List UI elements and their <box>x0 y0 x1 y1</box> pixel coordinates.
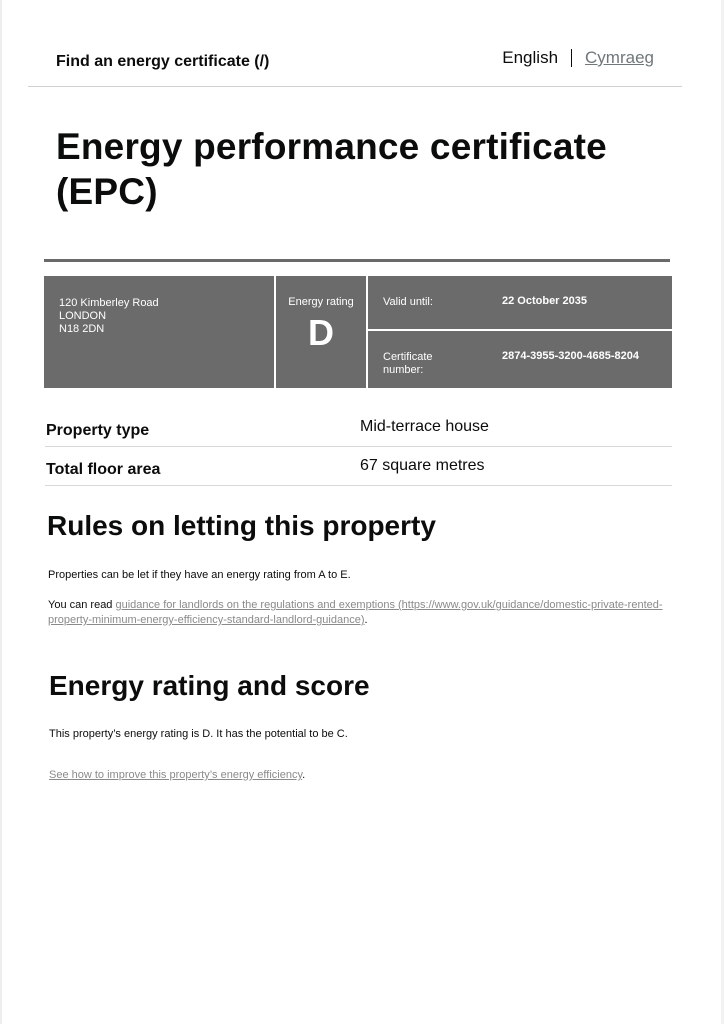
language-separator <box>571 49 572 67</box>
valid-until-value: 22 October 2035 <box>502 295 587 307</box>
property-summary-list <box>45 408 672 486</box>
certificate-number-label: Certificate number: <box>383 351 433 376</box>
epc-summary-box <box>44 276 672 388</box>
summary-row <box>45 447 672 486</box>
language-english: English <box>502 48 559 67</box>
page-title: Energy performance certificate (EPC) <box>56 126 607 212</box>
landlord-guidance-link[interactable]: guidance for landlords on the regulations and exemptions (https://www.gov.uk/guidance/domestic-private-rented-property-minimum-energy-efficiency-standard-landlord-guidance) <box>48 599 663 626</box>
summary-value: Mid-terrace house <box>360 418 489 435</box>
energy-rating-text: This property’s energy rating is D. It has the potential to be C. <box>49 728 348 740</box>
section-divider <box>44 259 670 262</box>
letting-intro-text: Properties can be let if they have an energy rating from A to E. <box>48 569 351 581</box>
letting-rules-heading: Rules on letting this property <box>47 510 436 541</box>
box-divider <box>368 329 672 331</box>
language-cymraeg-link[interactable]: Cymraeg <box>585 48 654 67</box>
property-address <box>59 297 159 336</box>
box-divider <box>366 276 368 388</box>
guidance-suffix: . <box>364 614 368 626</box>
energy-rating-label: Energy rating <box>288 296 354 308</box>
valid-until-label: Valid until: <box>383 296 433 308</box>
guidance-paragraph <box>48 598 668 628</box>
energy-rating-heading: Energy rating and score <box>49 670 370 701</box>
service-name-link[interactable]: Find an energy certificate (/) <box>56 53 270 70</box>
guidance-prefix: You can read <box>48 599 116 611</box>
improve-efficiency-link[interactable]: See how to improve this property’s energy efficiency <box>49 769 303 781</box>
improve-suffix: . <box>302 769 306 781</box>
page-edge-left <box>0 0 2 1024</box>
address-line: LONDON <box>59 310 107 322</box>
certificate-number-value: 2874-3955-3200-4685-8204 <box>502 350 640 362</box>
language-switcher <box>502 48 654 68</box>
summary-value: 67 square metres <box>360 457 485 474</box>
summary-row <box>45 408 672 447</box>
energy-rating-letter: D <box>308 312 334 353</box>
address-line: N18 2DN <box>59 323 105 335</box>
site-header <box>28 44 682 87</box>
summary-key: Property type <box>46 422 150 439</box>
address-line: 120 Kimberley Road <box>59 297 159 309</box>
improve-paragraph <box>49 768 305 783</box>
summary-key: Total floor area <box>46 461 161 478</box>
